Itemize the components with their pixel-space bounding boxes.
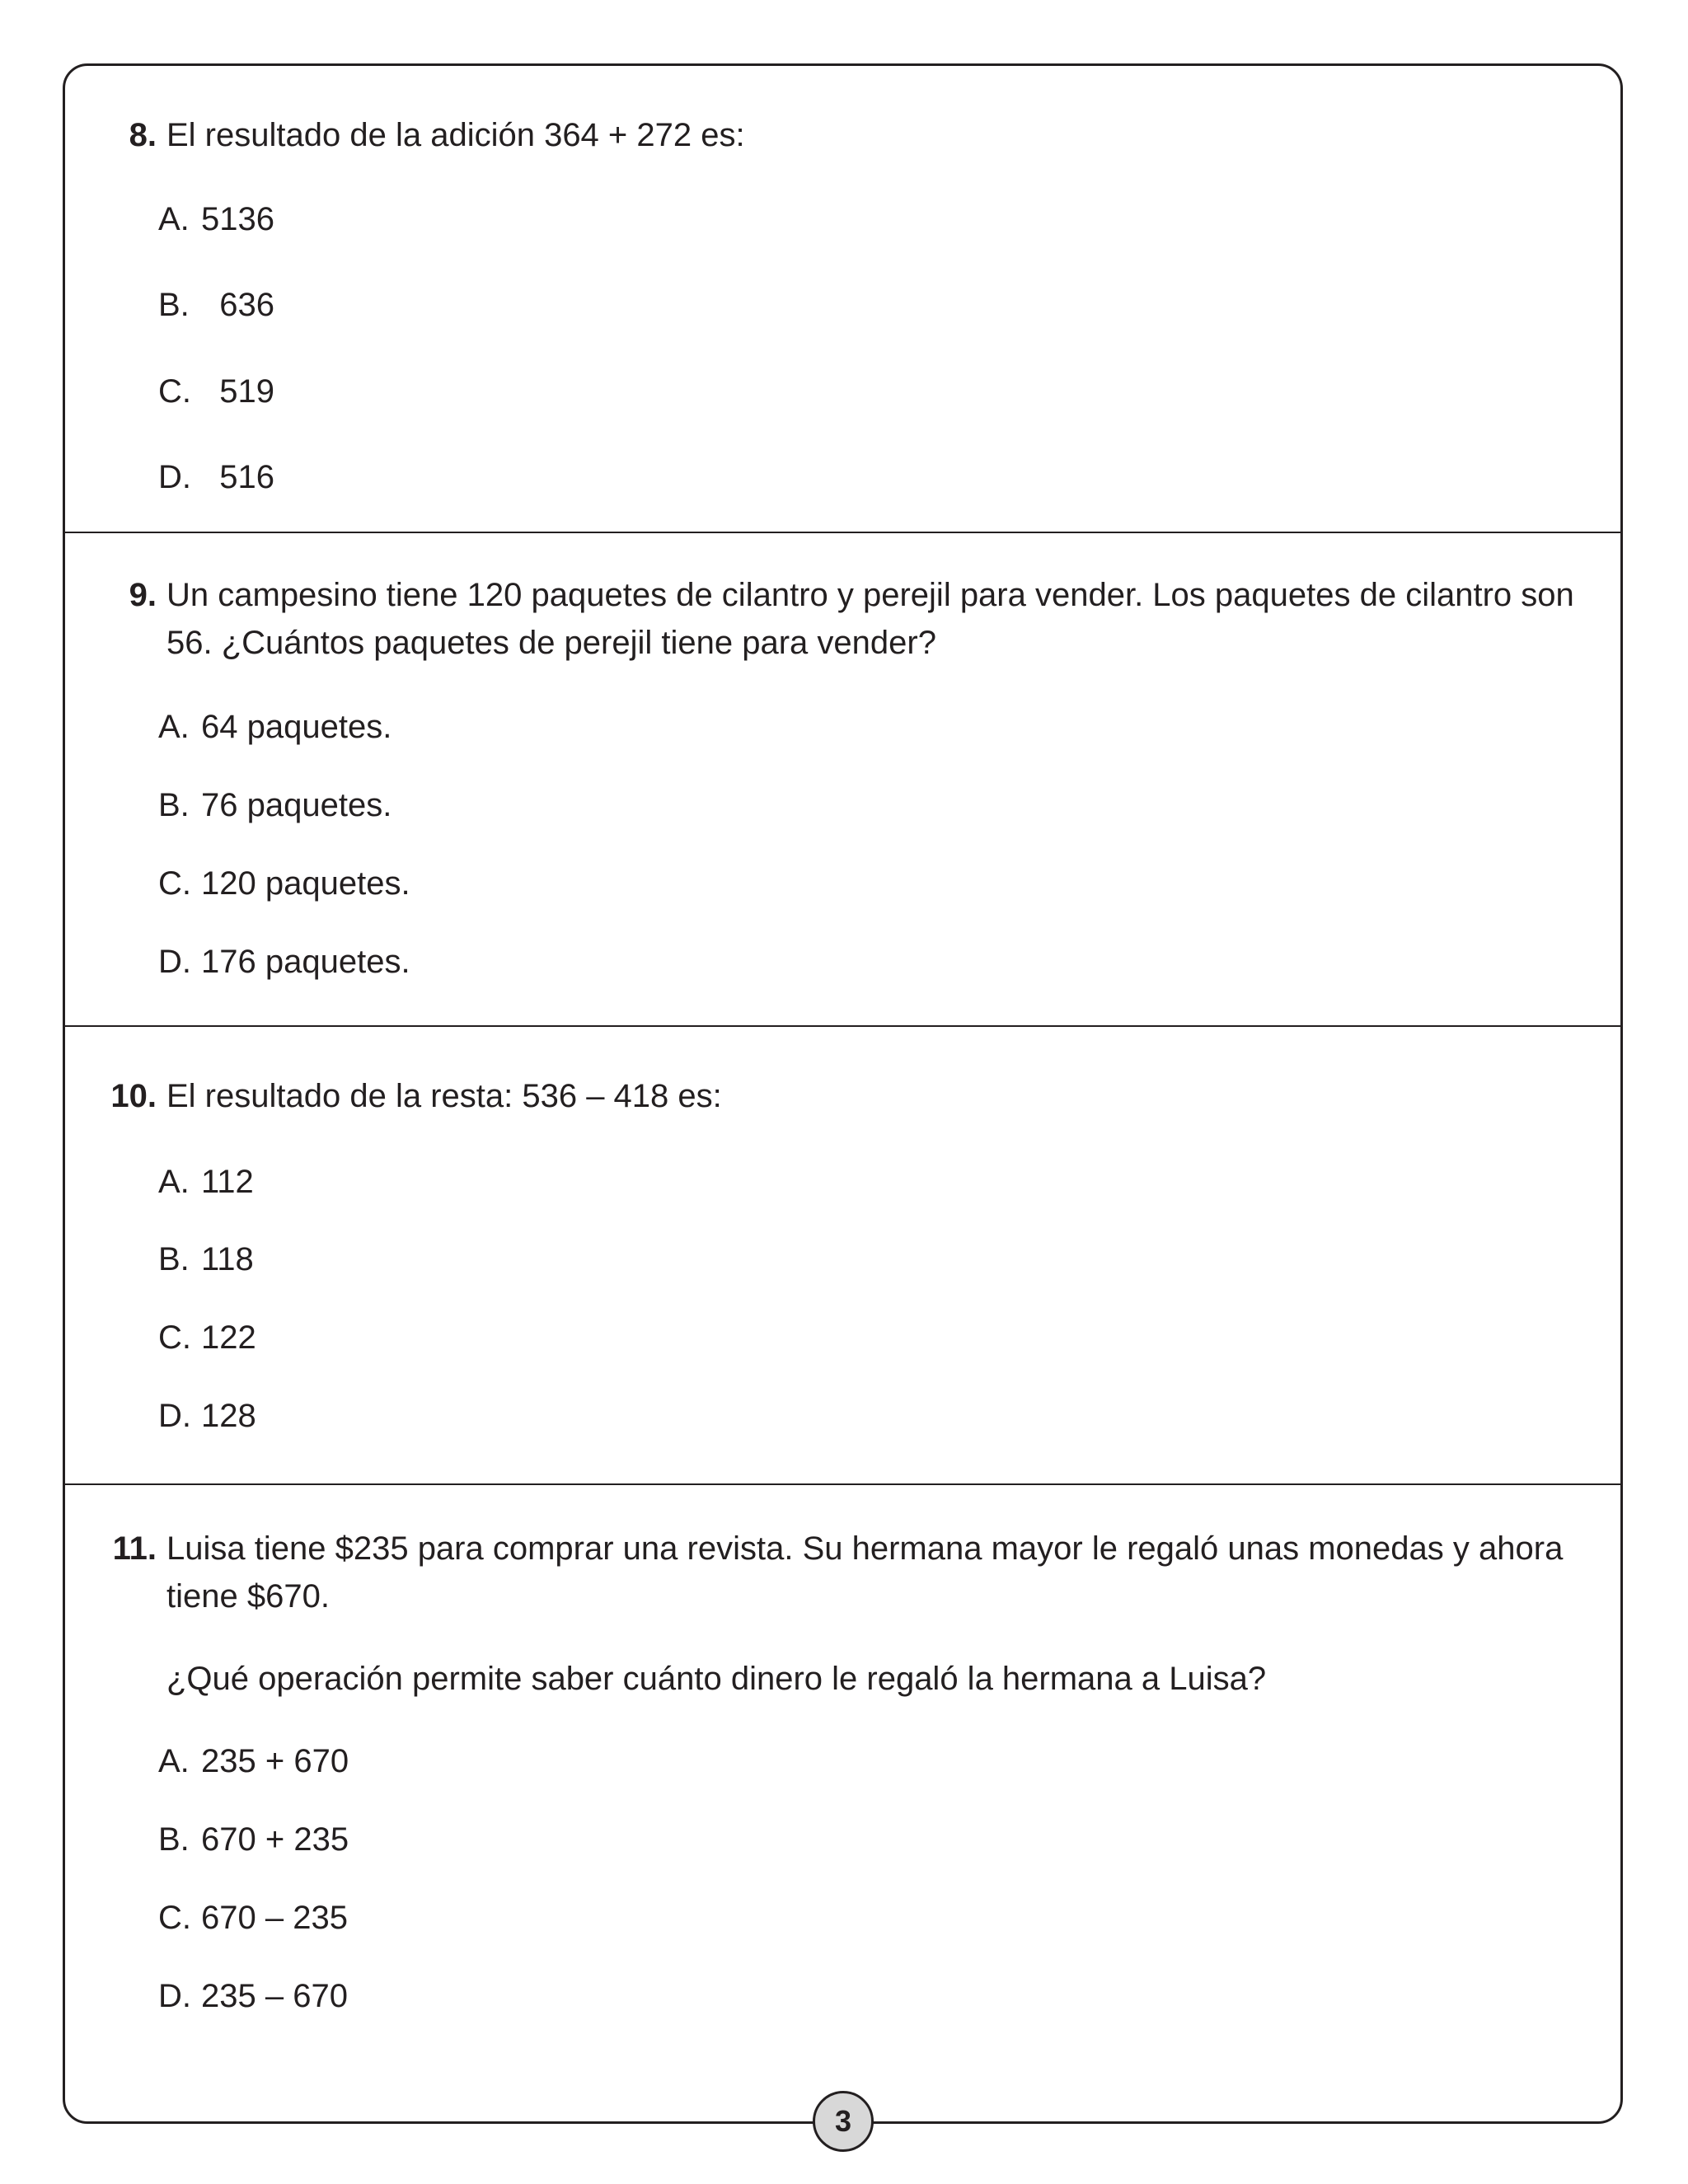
option-letter: C. [158,1319,191,1356]
section-divider [63,1025,1623,1027]
option-letter: A. [158,201,190,237]
answer-option[interactable] [158,1741,349,1782]
answer-option[interactable] [158,1395,256,1436]
option-letter: A. [158,1743,190,1779]
answer-option[interactable] [158,785,392,826]
option-letter: B. [158,787,190,823]
question-text: El resultado de la adición 364 + 272 es: [166,117,745,153]
option-text: 76 paquetes. [201,787,392,823]
option-text: 670 + 235 [201,1821,349,1858]
answer-option[interactable] [158,1161,254,1202]
option-letter: C. [158,1900,191,1936]
section-divider [63,532,1623,533]
question-10 [97,1072,1597,1120]
answer-option[interactable] [158,1239,254,1280]
page-number: 3 [834,2104,852,2138]
option-letter: A. [158,709,190,745]
question-number: 11. [112,1530,157,1567]
question-number: 10. [110,1078,157,1114]
option-letter: D. [158,1978,191,2014]
option-letter: A. [158,1164,190,1200]
option-text: 64 paquetes. [201,709,392,745]
question-8 [97,111,1597,159]
question-text: Luisa tiene $235 para comprar una revista. Su hermana mayor le regaló unas monedas y ahora tiene $670. [166,1530,1564,1615]
option-text: 235 – 670 [201,1978,348,2014]
option-text: 5136 [201,201,274,237]
answer-option[interactable] [158,371,274,412]
answer-option[interactable] [158,284,274,326]
question-number: 8. [129,117,157,153]
option-text: 670 – 235 [201,1900,348,1936]
option-text: 636 [201,287,274,323]
page-number-badge [813,2091,874,2152]
option-text: 235 + 670 [201,1743,349,1779]
option-letter: C. [158,865,191,902]
option-text: 128 [201,1398,256,1434]
option-text: 519 [201,373,274,410]
option-letter: D. [158,459,191,495]
question-text: Un campesino tiene 120 paquetes de cilantro y perejil para vender. Los paquetes de cilantro son 56. ¿Cuántos paquetes de perejil tiene para vender? [166,577,1574,661]
answer-option[interactable] [158,863,410,904]
answer-option[interactable] [158,941,410,982]
option-letter: B. [158,1241,190,1277]
section-divider [63,1483,1623,1485]
option-text: 112 [201,1164,254,1200]
question-11 [97,1525,1597,1703]
answer-option[interactable] [158,1897,348,1938]
question-text: El resultado de la resta: 536 – 418 es: [166,1078,722,1114]
answer-option[interactable] [158,1975,348,2017]
question-9 [97,571,1597,667]
option-text: 118 [201,1241,254,1277]
answer-option[interactable] [158,199,274,240]
option-text: 176 paquetes. [201,944,410,980]
option-letter: C. [158,373,191,410]
option-text: 122 [201,1319,256,1356]
option-letter: B. [158,287,190,323]
option-text: 516 [201,459,274,495]
answer-option[interactable] [158,706,392,748]
option-letter: D. [158,1398,191,1434]
answer-option[interactable] [158,1819,349,1860]
question-prompt: ¿Qué operación permite saber cuánto dinero le regaló la hermana a Luisa? [166,1661,1267,1697]
option-letter: D. [158,944,191,980]
option-text: 120 paquetes. [201,865,410,902]
question-number: 9. [129,577,157,613]
option-letter: B. [158,1821,190,1858]
answer-option[interactable] [158,1317,256,1358]
answer-option[interactable] [158,457,274,498]
